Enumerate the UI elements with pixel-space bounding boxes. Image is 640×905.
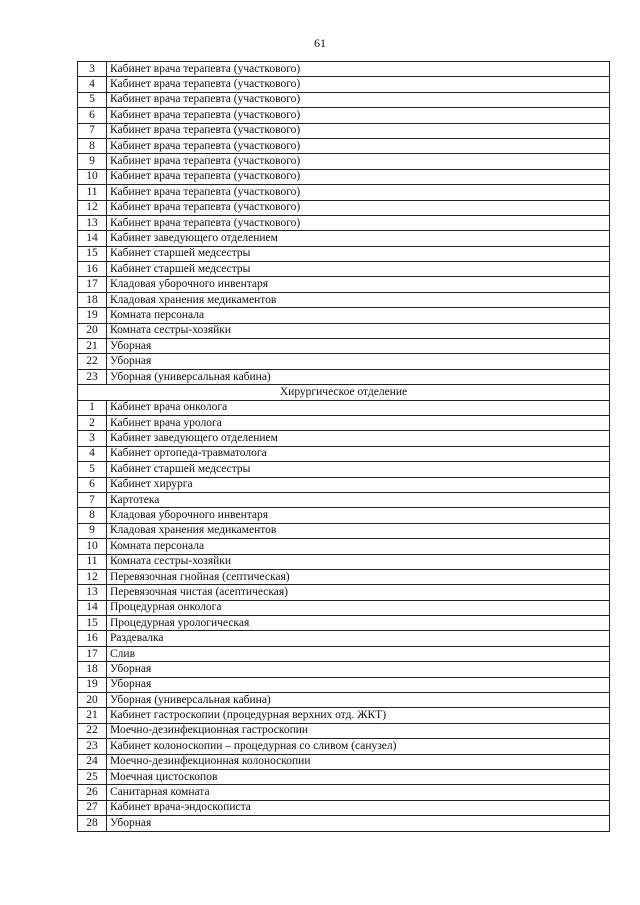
row-number: 4 bbox=[78, 77, 107, 92]
row-number: 8 bbox=[78, 508, 107, 523]
row-number: 5 bbox=[78, 92, 107, 107]
table-row bbox=[78, 308, 610, 323]
table-row bbox=[78, 262, 610, 277]
row-number: 23 bbox=[78, 739, 107, 754]
room-name: Уборная (универсальная кабина) bbox=[107, 369, 610, 384]
rooms-table-body bbox=[78, 62, 610, 832]
row-number: 4 bbox=[78, 446, 107, 461]
row-number: 13 bbox=[78, 585, 107, 600]
room-name: Кабинет старшей медсестры bbox=[107, 262, 610, 277]
table-row bbox=[78, 277, 610, 292]
table-row bbox=[78, 369, 610, 384]
table-row bbox=[78, 246, 610, 261]
row-number: 27 bbox=[78, 800, 107, 815]
room-name: Уборная (универсальная кабина) bbox=[107, 693, 610, 708]
room-name: Кабинет старшей медсестры bbox=[107, 246, 610, 261]
table-row bbox=[78, 185, 610, 200]
rooms-table bbox=[77, 61, 610, 832]
table-row bbox=[78, 292, 610, 307]
room-name: Моечная цистоскопов bbox=[107, 769, 610, 784]
room-name: Кабинет врача терапевта (участкового) bbox=[107, 169, 610, 184]
row-number: 7 bbox=[78, 492, 107, 507]
table-row bbox=[78, 739, 610, 754]
row-number: 7 bbox=[78, 123, 107, 138]
table-row bbox=[78, 693, 610, 708]
table-row bbox=[78, 446, 610, 461]
table-row bbox=[78, 462, 610, 477]
room-name: Кабинет заведующего отделением bbox=[107, 231, 610, 246]
table-row bbox=[78, 62, 610, 77]
room-name: Кабинет гастроскопии (процедурная верхних отд. ЖКТ) bbox=[107, 708, 610, 723]
row-number: 15 bbox=[78, 616, 107, 631]
room-name: Процедурная онколога bbox=[107, 600, 610, 615]
row-number: 24 bbox=[78, 754, 107, 769]
row-number: 3 bbox=[78, 62, 107, 77]
table-row bbox=[78, 662, 610, 677]
room-name: Моечно-дезинфекционная колоноскопии bbox=[107, 754, 610, 769]
table-row bbox=[78, 231, 610, 246]
row-number: 13 bbox=[78, 215, 107, 230]
table-row bbox=[78, 415, 610, 430]
row-number: 6 bbox=[78, 108, 107, 123]
table-row bbox=[78, 800, 610, 815]
room-name: Комната персонала bbox=[107, 539, 610, 554]
table-row bbox=[78, 215, 610, 230]
row-number: 16 bbox=[78, 631, 107, 646]
row-number: 20 bbox=[78, 323, 107, 338]
row-number: 9 bbox=[78, 154, 107, 169]
row-number: 11 bbox=[78, 185, 107, 200]
room-name: Кабинет врача уролога bbox=[107, 415, 610, 430]
table-row bbox=[78, 708, 610, 723]
table-row bbox=[78, 646, 610, 661]
room-name: Санитарная комната bbox=[107, 785, 610, 800]
table-row bbox=[78, 554, 610, 569]
room-name: Кладовая хранения медикаментов bbox=[107, 523, 610, 538]
row-number: 9 bbox=[78, 523, 107, 538]
table-row bbox=[78, 477, 610, 492]
table-row bbox=[78, 754, 610, 769]
row-number: 10 bbox=[78, 539, 107, 554]
row-number: 20 bbox=[78, 693, 107, 708]
table-row bbox=[78, 492, 610, 507]
room-name: Комната персонала bbox=[107, 308, 610, 323]
table-row bbox=[78, 785, 610, 800]
room-name: Кабинет врача терапевта (участкового) bbox=[107, 215, 610, 230]
table-row bbox=[78, 523, 610, 538]
row-number: 5 bbox=[78, 462, 107, 477]
row-number: 17 bbox=[78, 646, 107, 661]
table-row bbox=[78, 339, 610, 354]
row-number: 14 bbox=[78, 600, 107, 615]
table-row bbox=[78, 431, 610, 446]
table-row bbox=[78, 569, 610, 584]
row-number: 18 bbox=[78, 292, 107, 307]
room-name: Уборная bbox=[107, 662, 610, 677]
room-name: Раздевалка bbox=[107, 631, 610, 646]
room-name: Кабинет врача терапевта (участкового) bbox=[107, 92, 610, 107]
room-name: Кладовая хранения медикаментов bbox=[107, 292, 610, 307]
row-number: 19 bbox=[78, 677, 107, 692]
section-title: Хирургическое отделение bbox=[78, 385, 610, 400]
table-row bbox=[78, 631, 610, 646]
table-row bbox=[78, 323, 610, 338]
room-name: Кабинет заведующего отделением bbox=[107, 431, 610, 446]
table-row bbox=[78, 138, 610, 153]
row-number: 15 bbox=[78, 246, 107, 261]
row-number: 18 bbox=[78, 662, 107, 677]
row-number: 25 bbox=[78, 769, 107, 784]
table-row bbox=[78, 123, 610, 138]
row-number: 3 bbox=[78, 431, 107, 446]
row-number: 21 bbox=[78, 708, 107, 723]
room-name: Кабинет врача терапевта (участкового) bbox=[107, 154, 610, 169]
room-name: Процедурная урологическая bbox=[107, 616, 610, 631]
table-row bbox=[78, 508, 610, 523]
row-number: 6 bbox=[78, 477, 107, 492]
room-name: Кабинет хирурга bbox=[107, 477, 610, 492]
table-row bbox=[78, 200, 610, 215]
table-row bbox=[78, 723, 610, 738]
row-number: 22 bbox=[78, 354, 107, 369]
table-row bbox=[78, 816, 610, 831]
section-header-row bbox=[78, 385, 610, 400]
room-name: Комната сестры-хозяйки bbox=[107, 554, 610, 569]
room-name: Уборная bbox=[107, 677, 610, 692]
row-number: 12 bbox=[78, 569, 107, 584]
table-row bbox=[78, 354, 610, 369]
room-name: Кабинет врача терапевта (участкового) bbox=[107, 77, 610, 92]
table-row bbox=[78, 769, 610, 784]
page-number: 61 bbox=[314, 36, 326, 50]
row-number: 17 bbox=[78, 277, 107, 292]
row-number: 12 bbox=[78, 200, 107, 215]
row-number: 11 bbox=[78, 554, 107, 569]
room-name: Уборная bbox=[107, 816, 610, 831]
room-name: Кабинет врача терапевта (участкового) bbox=[107, 62, 610, 77]
room-name: Кабинет ортопеда-травматолога bbox=[107, 446, 610, 461]
room-name: Кабинет врача терапевта (участкового) bbox=[107, 200, 610, 215]
room-name: Кладовая уборочного инвентаря bbox=[107, 277, 610, 292]
row-number: 14 bbox=[78, 231, 107, 246]
room-name: Кабинет врача онколога bbox=[107, 400, 610, 415]
table-row bbox=[78, 108, 610, 123]
room-name: Кабинет врача терапевта (участкового) bbox=[107, 108, 610, 123]
room-name: Кабинет старшей медсестры bbox=[107, 462, 610, 477]
row-number: 1 bbox=[78, 400, 107, 415]
room-name: Кабинет врача терапевта (участкового) bbox=[107, 185, 610, 200]
row-number: 2 bbox=[78, 415, 107, 430]
room-name: Перевязочная чистая (асептическая) bbox=[107, 585, 610, 600]
table-row bbox=[78, 154, 610, 169]
table-row bbox=[78, 616, 610, 631]
room-name: Кладовая уборочного инвентаря bbox=[107, 508, 610, 523]
table-row bbox=[78, 400, 610, 415]
row-number: 22 bbox=[78, 723, 107, 738]
room-name: Кабинет врача терапевта (участкового) bbox=[107, 138, 610, 153]
row-number: 21 bbox=[78, 339, 107, 354]
row-number: 19 bbox=[78, 308, 107, 323]
table-row bbox=[78, 77, 610, 92]
table-row bbox=[78, 585, 610, 600]
row-number: 26 bbox=[78, 785, 107, 800]
room-name: Моечно-дезинфекционная гастроскопии bbox=[107, 723, 610, 738]
row-number: 16 bbox=[78, 262, 107, 277]
table-row bbox=[78, 600, 610, 615]
table-row bbox=[78, 539, 610, 554]
room-name: Комната сестры-хозяйки bbox=[107, 323, 610, 338]
table-row bbox=[78, 677, 610, 692]
room-name: Картотека bbox=[107, 492, 610, 507]
room-name: Уборная bbox=[107, 339, 610, 354]
row-number: 23 bbox=[78, 369, 107, 384]
room-name: Уборная bbox=[107, 354, 610, 369]
room-name: Кабинет врача-эндоскописта bbox=[107, 800, 610, 815]
table-row bbox=[78, 92, 610, 107]
row-number: 8 bbox=[78, 138, 107, 153]
row-number: 10 bbox=[78, 169, 107, 184]
room-name: Слив bbox=[107, 646, 610, 661]
room-name: Кабинет колоноскопии – процедурная со сливом (санузел) bbox=[107, 739, 610, 754]
room-name: Кабинет врача терапевта (участкового) bbox=[107, 123, 610, 138]
row-number: 28 bbox=[78, 816, 107, 831]
room-name: Перевязочная гнойная (септическая) bbox=[107, 569, 610, 584]
table-row bbox=[78, 169, 610, 184]
